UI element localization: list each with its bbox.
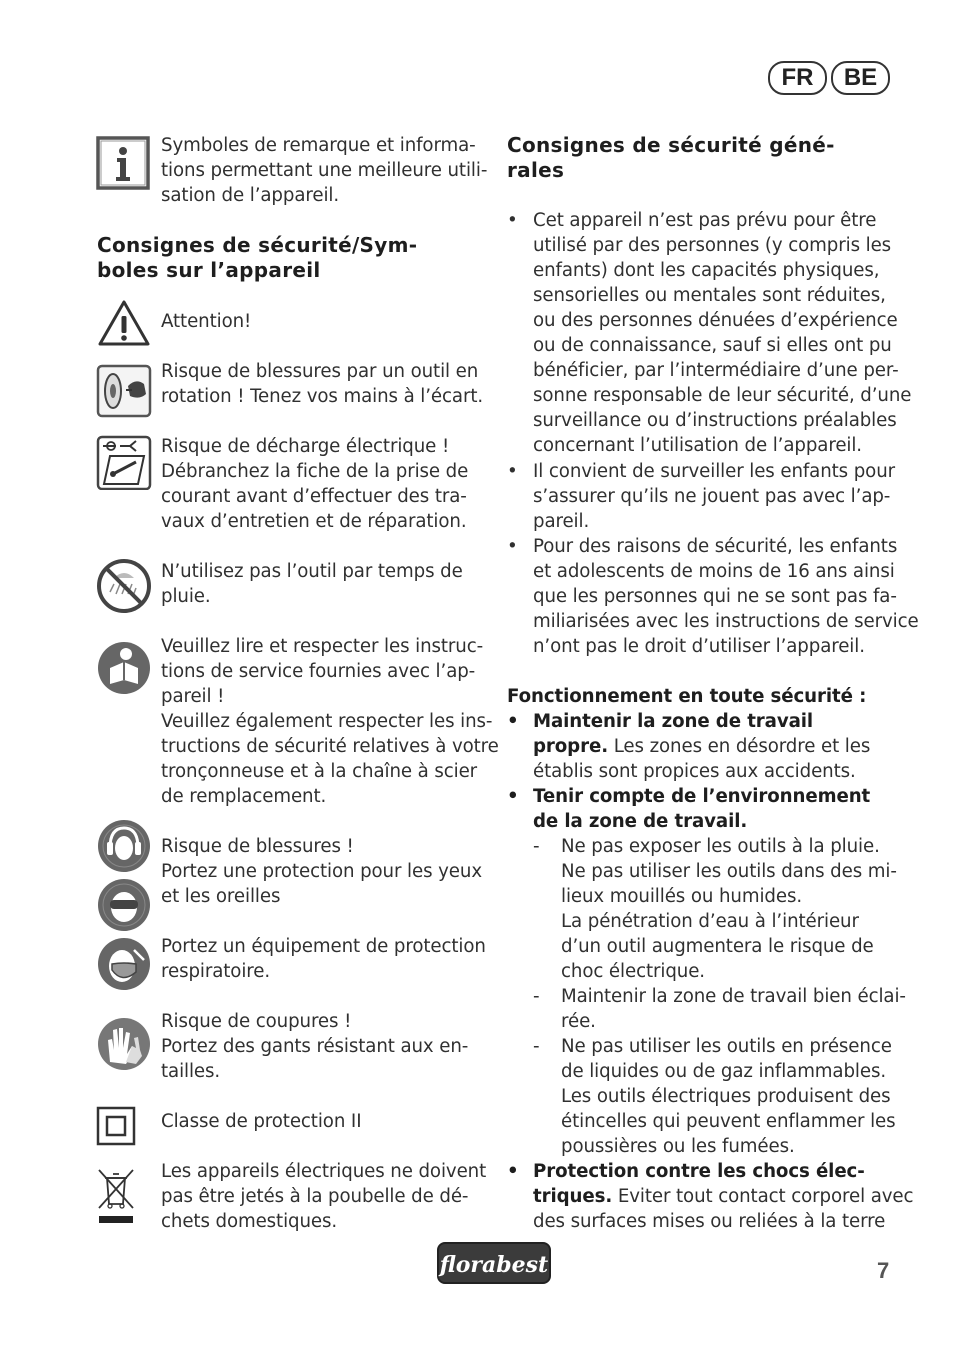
gloves-icon [96, 1016, 152, 1072]
safe-item-environment: Tenir compte de l’environnement de la zone de travail. [533, 786, 871, 832]
bullet-marker: • [507, 461, 518, 482]
info-icon [96, 136, 150, 190]
symbol-text-electric-shock: Risque de décharge électrique ! Débranchez la fiche de la prise de courant avant d’effectuer des tra- vaux d’entretien et de réparation. [161, 436, 469, 532]
symbol-text-class-ii: Classe de protection II [161, 1111, 362, 1132]
protection-class-ii-icon [96, 1106, 136, 1146]
symbols-section-title: Consignes de sécurité/Sym- boles sur l’appareil [97, 233, 418, 282]
general-bullet-3: Pour des raisons de sécurité, les enfants et adolescents de moins de 16 ans ainsi que les personnes qui ne se sont pas fa- miliarisées avec les instructions de service n’ont pas le droit d’utiliser l’appareil. [533, 536, 919, 657]
dash-marker: - [533, 1036, 540, 1057]
bullet-marker: • [507, 210, 518, 231]
dash-item-rain: Ne pas exposer les outils à la pluie. Ne pas utiliser les outils dans des mi- lieux mouillés ou humides. La pénétration d’eau à l’intérieur d’un outil augmentera le risque de choc électrique. [561, 836, 897, 982]
respirator-icon [96, 936, 152, 992]
bullet-marker: • [507, 786, 519, 807]
florabest-logo: florabest [437, 1242, 551, 1284]
bullet-marker: • [507, 711, 519, 732]
dash-item-lighting: Maintenir la zone de travail bien éclai- rée. [561, 986, 906, 1032]
symbol-text-respirator: Portez un équipement de protection respiratoire. [161, 936, 486, 982]
ear-protection-icon [96, 818, 152, 874]
safe-item-electric-shock: Protection contre les chocs élec- triques. Eviter tout contact corporel avec des surfaces mises ou reliées à la terre [533, 1161, 914, 1232]
general-bullet-2: Il convient de surveiller les enfants pour s’assurer qu’ils ne jouent pas avec l’ap- pareil. [533, 461, 896, 532]
dash-marker: - [533, 986, 540, 1007]
general-section-title: Consignes de sécurité géné- rales [507, 133, 835, 182]
no-rain-icon [96, 558, 152, 614]
bullet-marker: • [507, 1161, 519, 1182]
symbol-text-weee: Les appareils électriques ne doivent pas être jetés à la poubelle de dé- chets domestiques. [161, 1161, 487, 1232]
unplug-before-maintenance-icon [96, 434, 152, 490]
general-bullet-1: Cet appareil n’est pas prévu pour être utilisé par des personnes (y compris les enfants) dont les capacités physiques, sensorielles ou mentales sont réduites, ou des personnes dénuées d’expérience ou de connaissance, sauf si elles ont pu bénéficier, par l’intermédiaire d’une per- sonne responsable de leur sécurité, d’une surveillance ou d’instructions préalables concernant l’utilisation de l’appareil. [533, 210, 912, 456]
read-manual-icon [96, 640, 152, 696]
rotating-tool-hand-icon [96, 364, 152, 420]
dash-marker: - [533, 836, 540, 857]
safe-operation-heading: Fonctionnement en toute sécurité : [507, 686, 867, 707]
symbol-text-ear-eye-protection: Risque de blessures ! Portez une protection pour les yeux et les oreilles [161, 836, 482, 907]
symbol-text-read-manual: Veuillez lire et respecter les instruc- tions de service fournies avec l’ap- pareil ! Veuillez également respecter les ins- tructions de sécurité relatives à votre tronçonneuse et à la chaîne à scier de remplacement. [161, 636, 499, 807]
dash-item-flammable: Ne pas utiliser les outils en présence de liquides ou de gaz inflammables. Les outils électriques produisent des étincelles qui peuvent enflammer les poussières ou les fumées. [561, 1036, 896, 1157]
warning-triangle-icon [96, 296, 152, 352]
weee-bin-icon [96, 1166, 136, 1226]
symbol-text-no-rain: N’utilisez pas l’outil par temps de pluie. [161, 561, 463, 607]
lang-badge-be: BE [831, 61, 890, 95]
lang-badge-fr: FR [768, 61, 827, 95]
page-number: 7 [877, 1258, 890, 1283]
bullet-marker: • [507, 536, 518, 557]
intro-text: Symboles de remarque et informa- tions permettant une meilleure utili- sation de l’appareil. [161, 135, 488, 206]
safe-item-clean-area: Maintenir la zone de travail propre. Les zones en désordre et les établis sont propices aux accidents. [533, 711, 871, 782]
symbol-text-gloves: Risque de coupures ! Portez des gants résistant aux en- tailles. [161, 1011, 469, 1082]
symbol-text-rotating-tool: Risque de blessures par un outil en rotation ! Tenez vos mains à l’écart. [161, 361, 484, 407]
eye-protection-icon [96, 877, 152, 933]
symbol-text-attention: Attention! [161, 311, 252, 332]
